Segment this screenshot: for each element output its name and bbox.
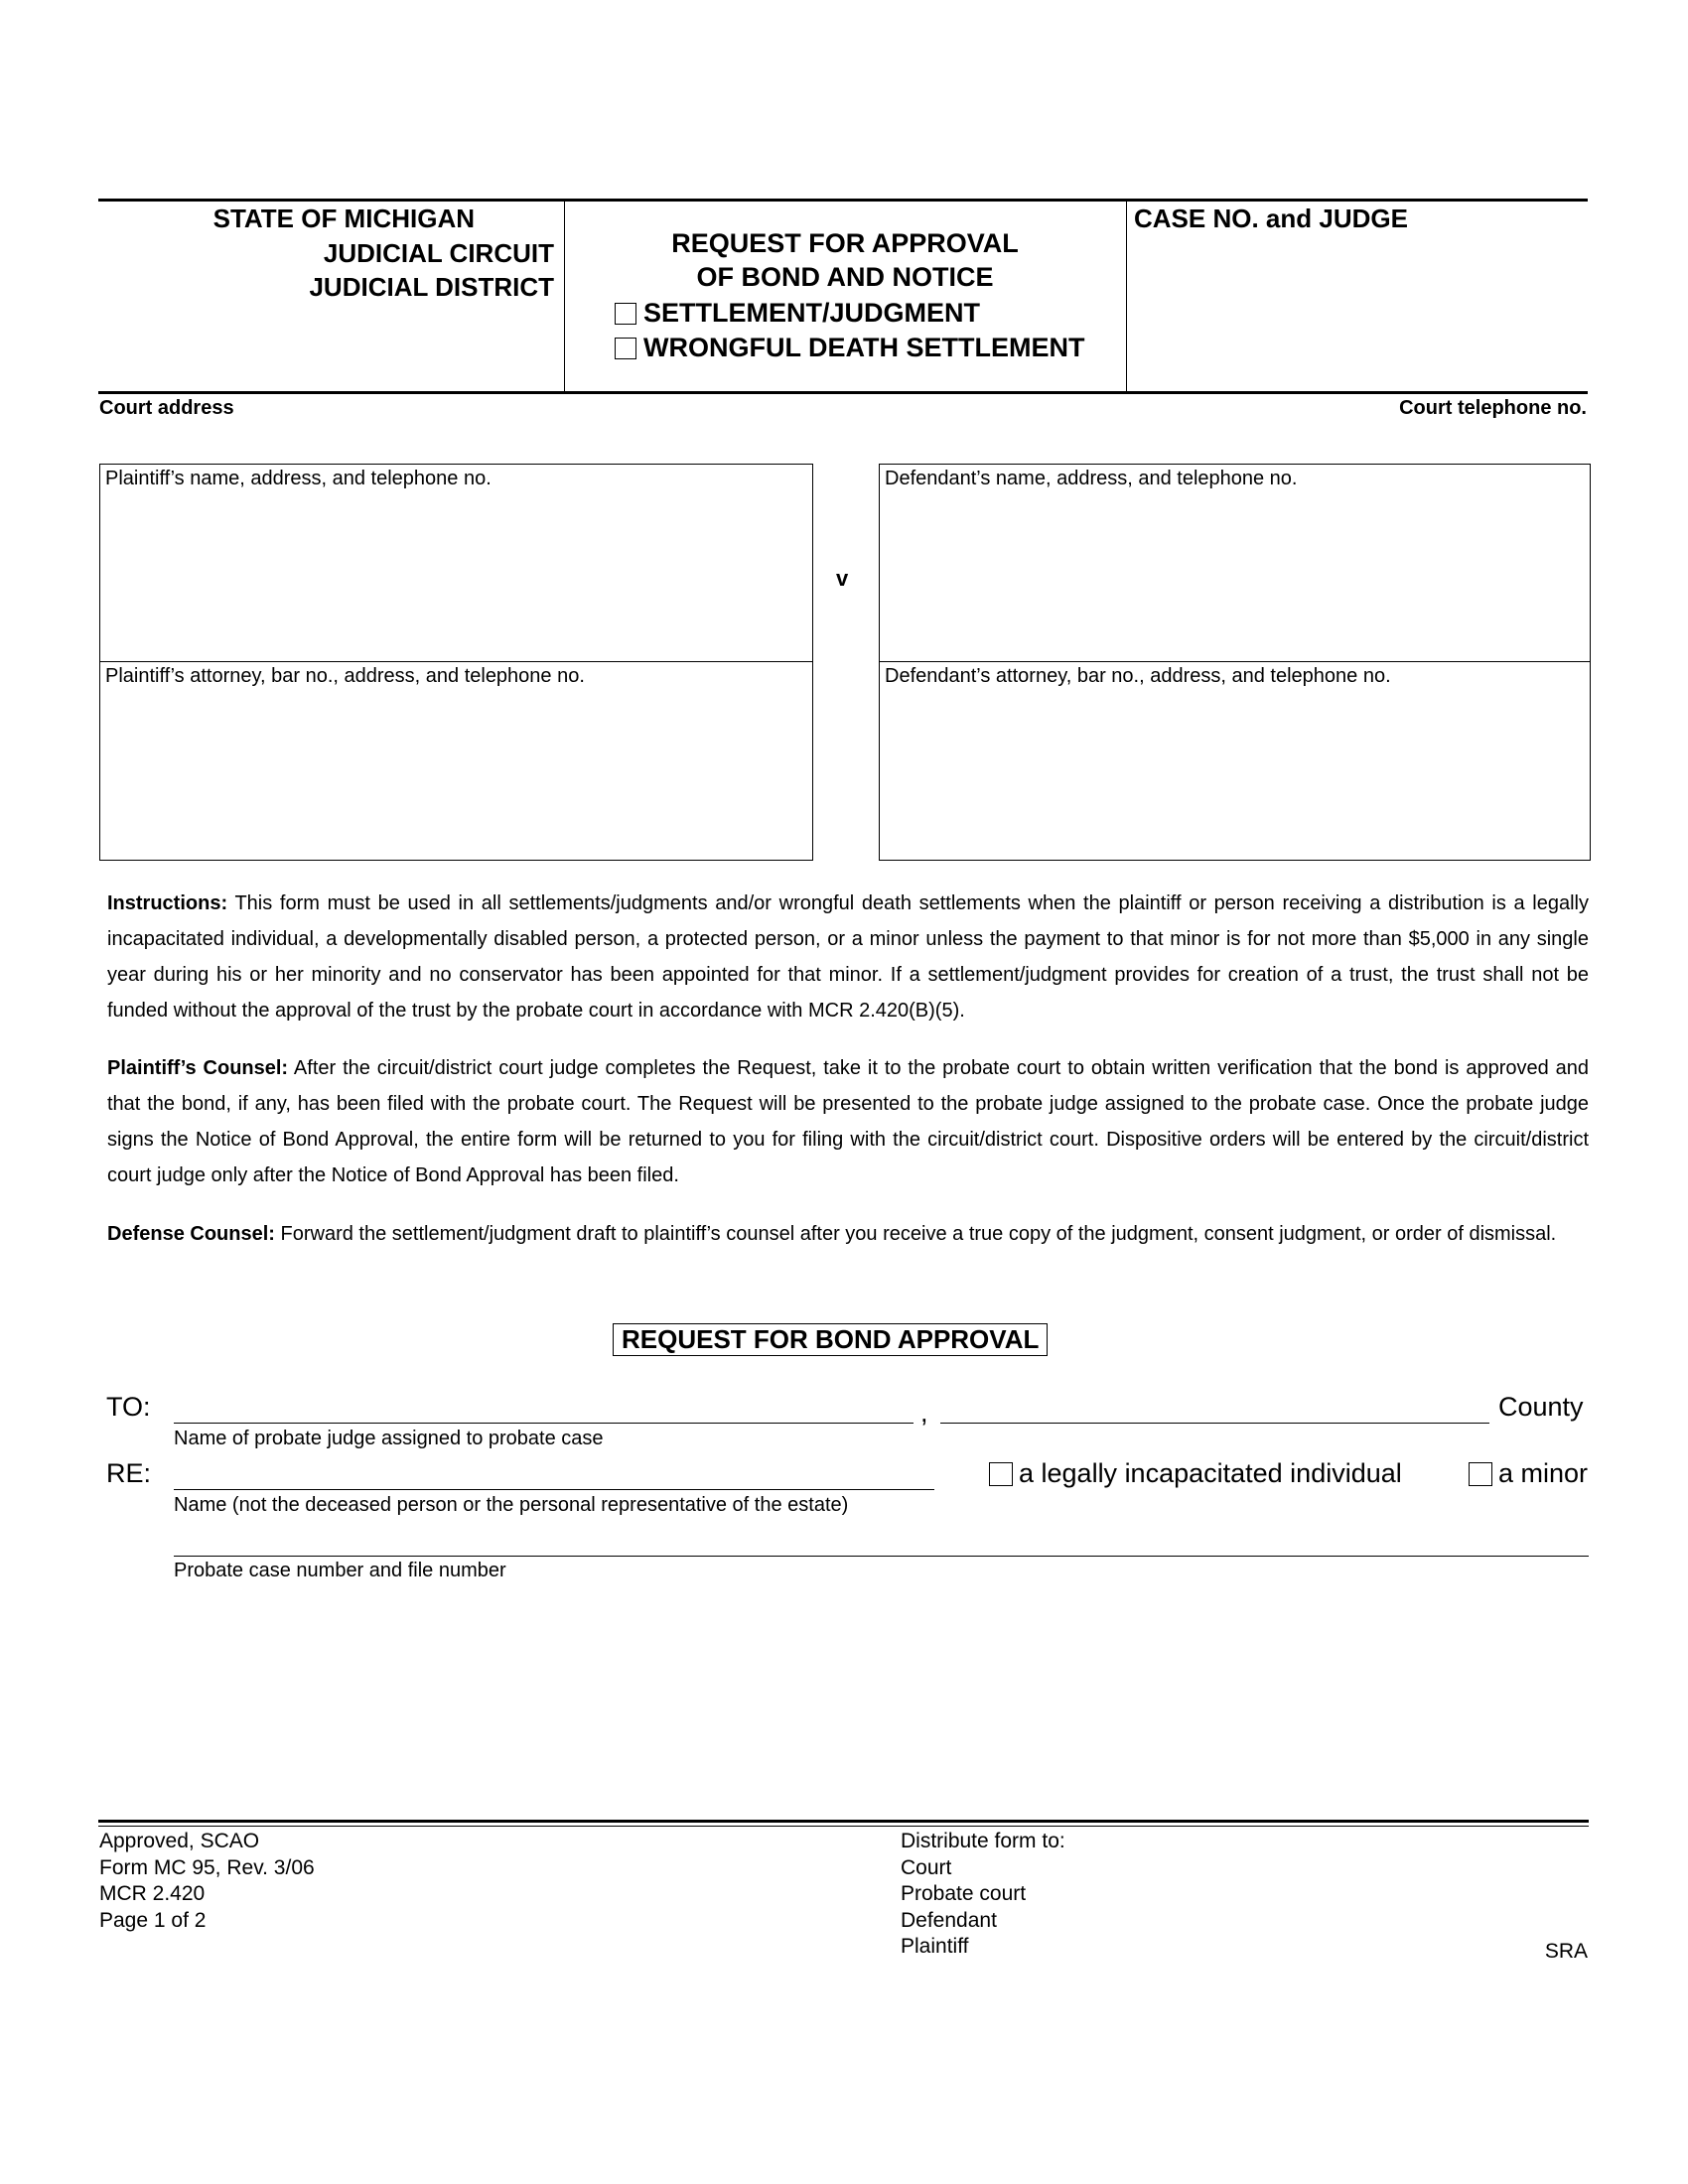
form-code: SRA xyxy=(1544,1940,1588,1963)
header-divider-left xyxy=(564,199,565,391)
county-name-line[interactable] xyxy=(940,1423,1489,1424)
recipient-court: Court xyxy=(901,1855,952,1879)
plaintiff-counsel-heading: Plaintiff’s Counsel: xyxy=(107,1057,289,1079)
option-settlement-judgment[interactable] xyxy=(615,298,980,329)
mcr-reference: MCR 2.420 xyxy=(99,1882,206,1905)
court-address-label: Court address xyxy=(99,397,234,419)
case-no-label: CASE NO. and JUDGE xyxy=(1134,204,1408,233)
re-label: RE: xyxy=(106,1458,152,1488)
wrongful-death-label: WRONGFUL DEATH SETTLEMENT xyxy=(643,333,1085,362)
minor-checkbox[interactable] xyxy=(1469,1462,1492,1486)
plaintiff-attorney-label: Plaintiff’s attorney, bar no., address, and telephone no. xyxy=(105,665,585,687)
footer-rule-thin xyxy=(98,1826,1589,1827)
state-label: STATE OF MICHIGAN xyxy=(212,204,475,233)
footer-distribution xyxy=(901,1829,1065,1961)
court-telephone-label: Court telephone no. xyxy=(1399,397,1587,419)
district-label: JUDICIAL DISTRICT xyxy=(309,272,554,302)
approved-label: Approved, SCAO xyxy=(99,1830,260,1852)
form-title-line2: OF BOND AND NOTICE xyxy=(696,262,994,292)
incapacitated-label: a legally incapacitated individual xyxy=(1019,1458,1402,1488)
header-divider-right xyxy=(1126,199,1127,391)
judge-name-line[interactable] xyxy=(174,1423,914,1424)
distribute-label: Distribute form to: xyxy=(901,1830,1065,1852)
defendant-attorney-label: Defendant’s attorney, bar no., address, and telephone no. xyxy=(885,665,1391,687)
versus-label: v xyxy=(836,566,849,591)
plaintiff-label: Plaintiff’s name, address, and telephone no. xyxy=(105,468,492,489)
case-number-caption: Probate case number and file number xyxy=(174,1560,506,1581)
recipient-probate-court: Probate court xyxy=(901,1882,1027,1905)
plaintiff-attorney-box[interactable] xyxy=(99,661,813,861)
defendant-attorney-box[interactable] xyxy=(879,661,1591,861)
recipient-defendant: Defendant xyxy=(901,1908,997,1932)
footer-left xyxy=(99,1829,315,1934)
page-number: Page 1 of 2 xyxy=(99,1908,207,1932)
county-label: County xyxy=(1498,1392,1584,1422)
recipient-plaintiff: Plaintiff xyxy=(901,1935,969,1958)
form-title-line1: REQUEST FOR APPROVAL xyxy=(671,228,1019,258)
plaintiff-counsel-paragraph xyxy=(107,1050,1589,1193)
defendant-box[interactable] xyxy=(879,464,1591,662)
comma-separator: , xyxy=(920,1398,928,1428)
request-section-title: REQUEST FOR BOND APPROVAL xyxy=(613,1323,1048,1356)
case-number-line[interactable] xyxy=(174,1556,1589,1557)
defense-counsel-text: Forward the settlement/judgment draft to plaintiff’s counsel after you receive a true copy of the judgment, consent judgment, or order of dismissal. xyxy=(280,1223,1557,1245)
defense-counsel-heading: Defense Counsel: xyxy=(107,1223,275,1245)
header-top-rule xyxy=(98,199,1588,202)
wrongful-death-checkbox[interactable] xyxy=(615,338,636,359)
instructions-paragraph xyxy=(107,886,1589,1028)
incapacitated-checkbox[interactable] xyxy=(989,1462,1013,1486)
plaintiff-box[interactable] xyxy=(99,464,813,662)
footer-rule-thick xyxy=(98,1820,1589,1823)
option-wrongful-death[interactable] xyxy=(615,333,1084,363)
instructions-text: This form must be used in all settlements/judgments and/or wrongful death settlements when the plaintiff or person receiving a distribution is a legally incapacitated individual, a developmentally disabled person, a protected person, or a minor unless the payment to that minor is for not more than $5,000 in any single year during his or her minority and no conservator has been appointed for that minor. If a settlement/judgment provides for creation of a trust, the trust shall not be funded without the approval of the trust by the probate court in accordance with MCR 2.420(B)(5). xyxy=(107,892,1589,1022)
defendant-label: Defendant’s name, address, and telephone no. xyxy=(885,468,1298,489)
settlement-checkbox[interactable] xyxy=(615,303,636,325)
judge-name-caption: Name of probate judge assigned to probate case xyxy=(174,1428,604,1449)
settlement-label: SETTLEMENT/JUDGMENT xyxy=(643,298,981,328)
form-number: Form MC 95, Rev. 3/06 xyxy=(99,1855,315,1879)
instructions-heading: Instructions: xyxy=(107,892,228,914)
option-incapacitated[interactable] xyxy=(989,1458,1402,1489)
plaintiff-counsel-text: After the circuit/district court judge completes the Request, take it to the probate court to obtain written verification that the bond is approved and that the bond, if any, has been filed with the probate court. The Request will be presented to the probate judge assigned to the probate case. Once the probate judge signs the Notice of Bond Approval, the entire form will be returned to you for filing with the circuit/district court. Dispositive orders will be entered by the circuit/district court judge only after the Notice of Bond Approval has been filed. xyxy=(107,1057,1590,1186)
to-label: TO: xyxy=(106,1392,151,1422)
option-minor[interactable] xyxy=(1469,1458,1588,1489)
circuit-label: JUDICIAL CIRCUIT xyxy=(323,238,554,268)
subject-name-caption: Name (not the deceased person or the personal representative of the estate) xyxy=(174,1494,849,1516)
header-bottom-rule xyxy=(98,391,1588,394)
minor-label: a minor xyxy=(1498,1458,1589,1488)
subject-name-line[interactable] xyxy=(174,1489,934,1490)
defense-counsel-paragraph xyxy=(107,1216,1589,1252)
